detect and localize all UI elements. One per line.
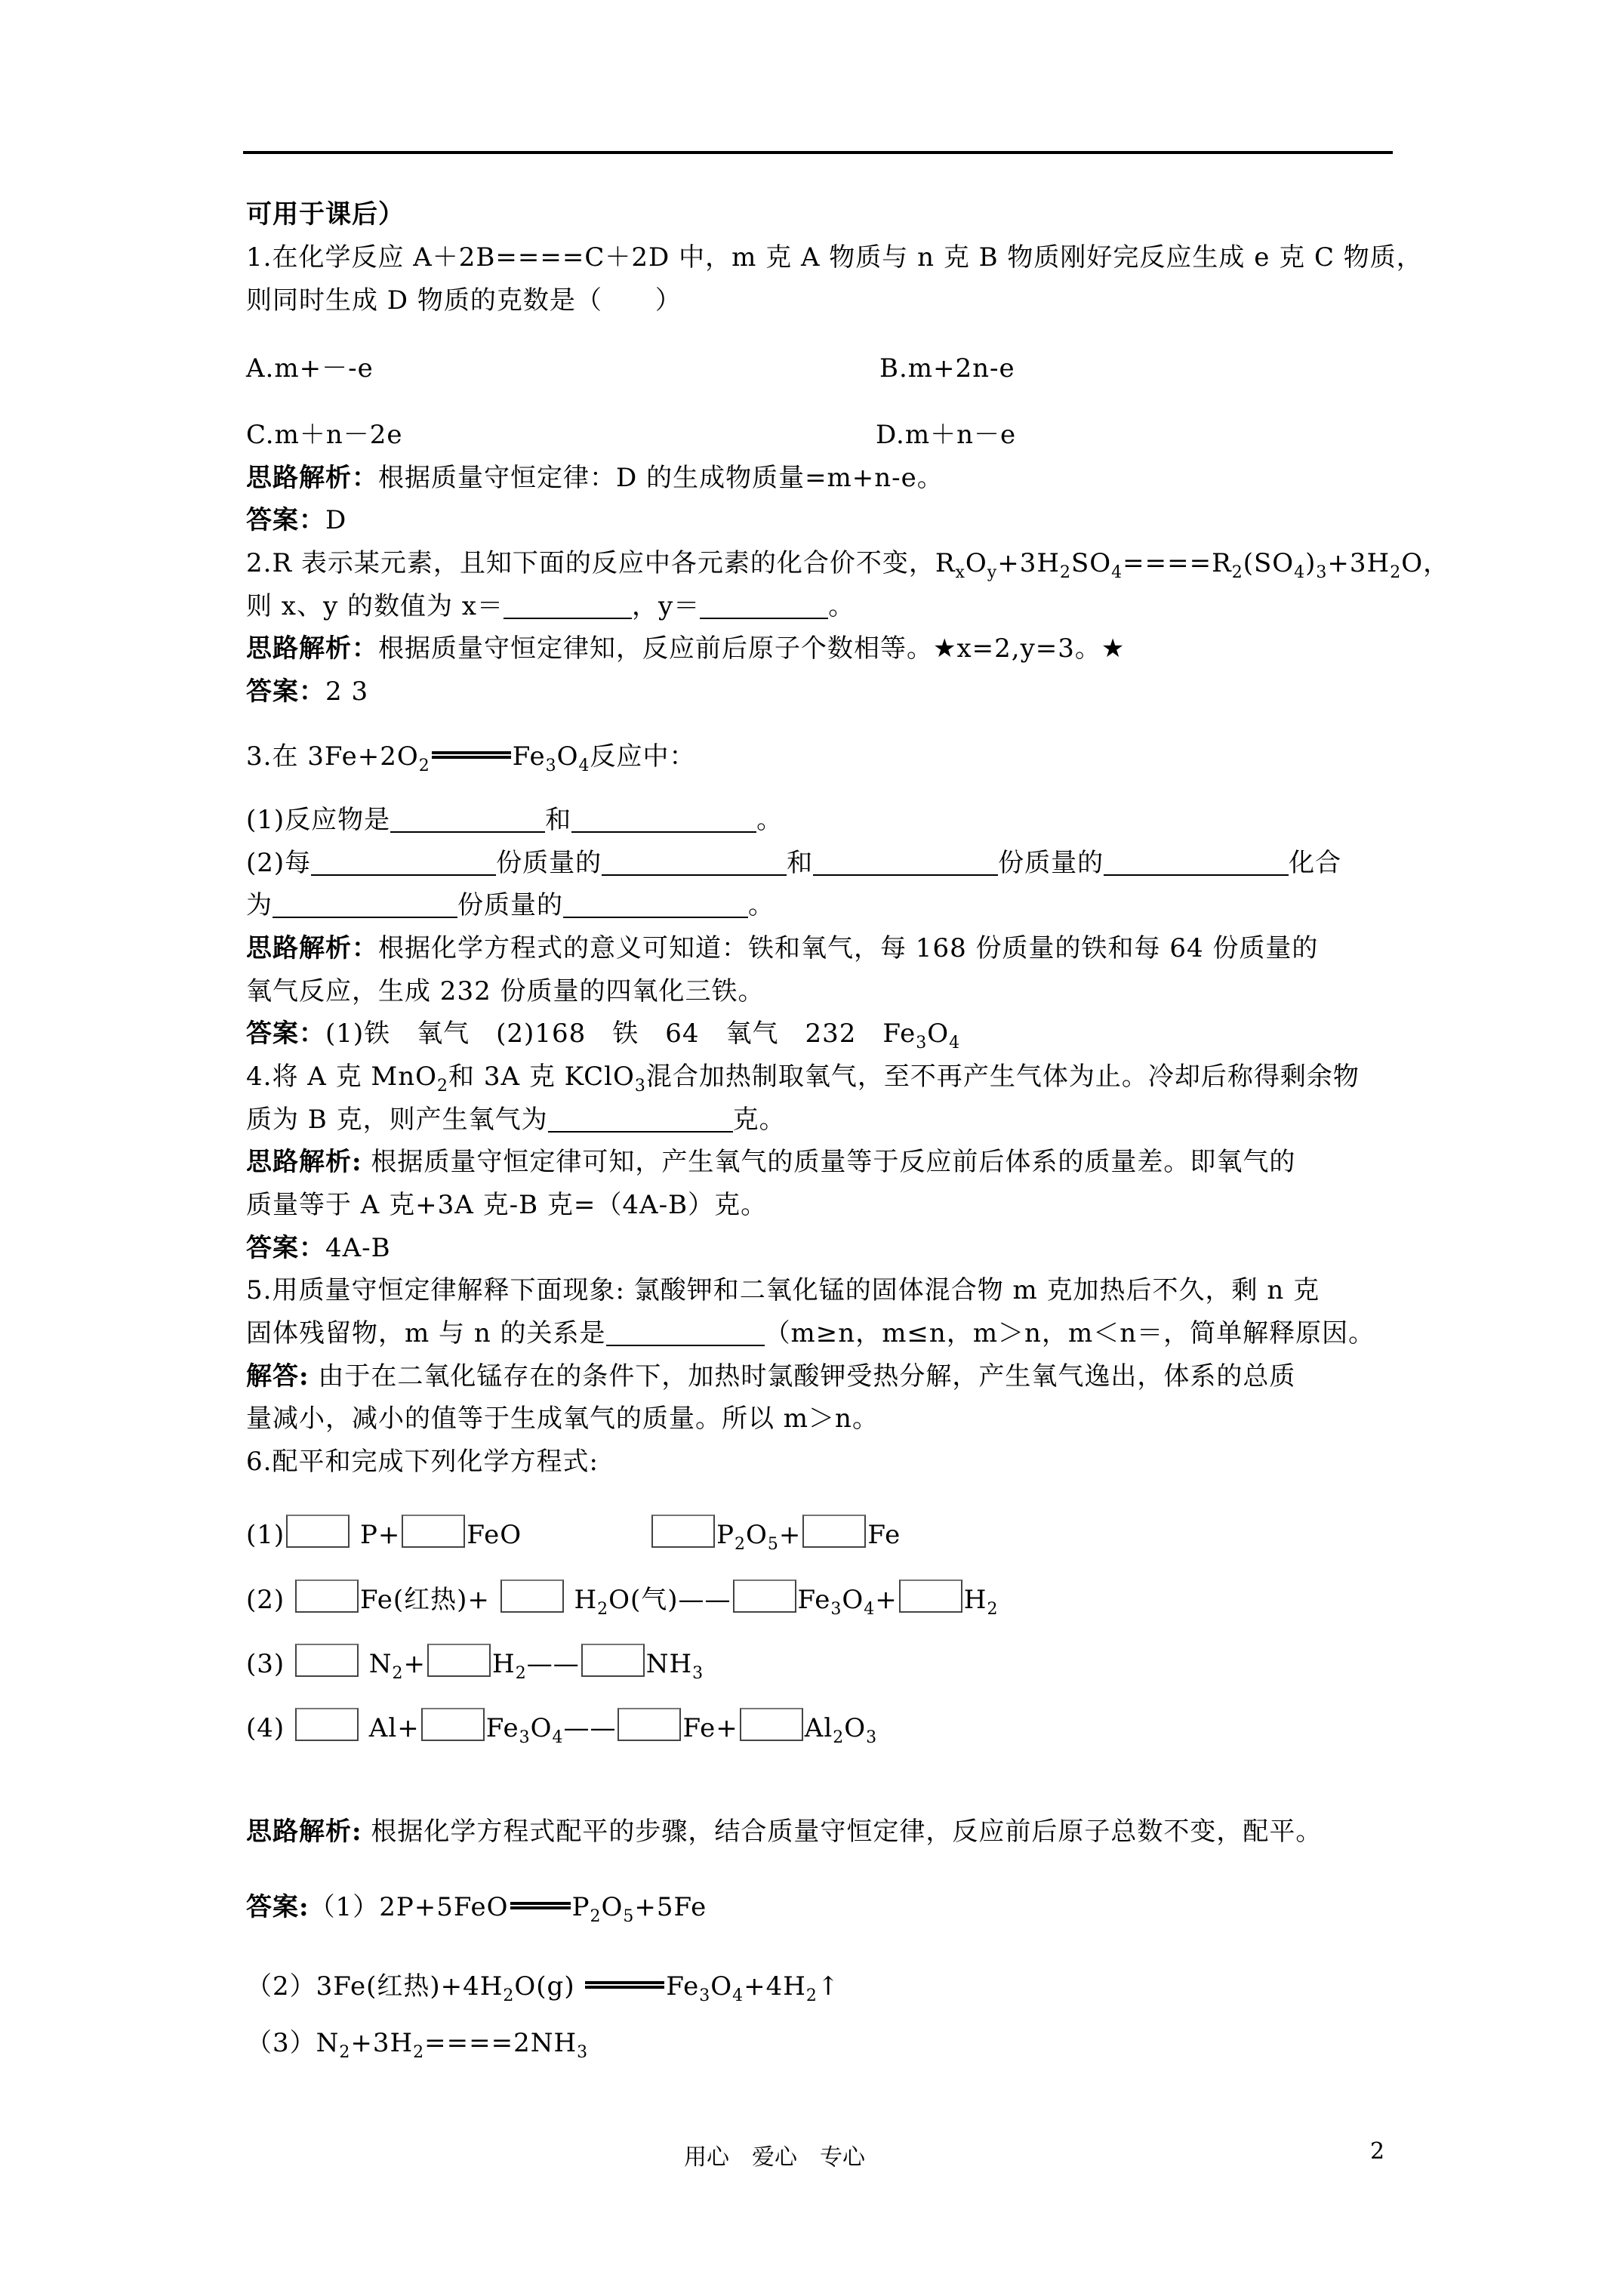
q3-blank-6[interactable] bbox=[563, 891, 748, 918]
q1-answer bbox=[246, 504, 346, 537]
q1-option-a: A.m+－-e bbox=[246, 353, 374, 384]
answer-label: 答案: bbox=[246, 1892, 310, 1922]
q3-analysis bbox=[246, 932, 1318, 965]
q6-answer-2: （2）3Fe(红热)$+4H_2O(g)$ $Fe_3O_4+4H_2↑$ bbox=[246, 1971, 840, 2005]
gas-arrow-icon: ↑ bbox=[817, 1971, 840, 2002]
q5-stem-line2: 固体残留物，m 与 n 的关系是 （m≥n，m≤n，m＞n，m＜n＝，简单解释原因。 bbox=[246, 1318, 1375, 1348]
coefficient-box[interactable] bbox=[295, 1708, 359, 1741]
q1-option-d: D.m＋n－e bbox=[876, 420, 1017, 450]
q5-relation-blank[interactable] bbox=[606, 1319, 765, 1346]
analysis-text: 根据质量守恒定律：D 的生成物质量=m+n-e。 bbox=[378, 463, 944, 493]
q2-analysis bbox=[246, 632, 1125, 665]
coefficient-box[interactable] bbox=[500, 1579, 564, 1613]
q2-stem-line1 bbox=[246, 547, 1449, 580]
q6-equation-3: (3) $N_2+$ $H_2——$ $NH_3$ bbox=[246, 1644, 704, 1681]
coefficient-box[interactable] bbox=[617, 1708, 681, 1741]
star-icon: ★ bbox=[1101, 633, 1126, 664]
analysis-label: 思路解析： bbox=[246, 633, 378, 664]
header-rule bbox=[243, 151, 1393, 154]
q2-stem-line2 bbox=[246, 590, 855, 623]
q1-stem-line2: 则同时生成 D 物质的克数是（ ） bbox=[246, 285, 682, 316]
q1-analysis bbox=[246, 461, 944, 495]
coefficient-box[interactable] bbox=[802, 1515, 866, 1548]
answer-label: 答案： bbox=[246, 1019, 325, 1049]
q4-stem-line2: 质为 B 克，则产生氧气为 克。 bbox=[246, 1105, 786, 1135]
q2-stem-text: 2.R 表示某元素，且知下面的反应中各元素的化合价不变， bbox=[246, 548, 935, 578]
q2-y-label: ，y＝ bbox=[631, 591, 701, 621]
q3-reactant2-blank[interactable] bbox=[571, 806, 756, 833]
q6-answer-1: 答案:（1）2P+5FeO $P_2O_5+5Fe$ bbox=[246, 1892, 707, 1926]
q3-blank-4[interactable] bbox=[1104, 849, 1289, 876]
q2-x-label: 则 x、y 的数值为 x＝ bbox=[246, 591, 504, 621]
q3-stem: 3.在 $3Fe+2O_2$ $Fe_3O_4$反应中： bbox=[246, 741, 696, 775]
q6-equation-4: (4) $Al+ Fe_3O_4——$ $Fe+ Al_2O_3$ bbox=[246, 1708, 877, 1745]
analysis-text: 根据化学方程式配平的步骤，结合质量守恒定律，反应前后原子总数不变，配平。 bbox=[362, 1817, 1323, 1847]
answer-text: (1)铁 氧气 (2)168 铁 64 氧气 232 Fe bbox=[325, 1019, 916, 1049]
q1-option-c: C.m＋n－2e bbox=[246, 420, 403, 450]
q6-equation-2: (2) Fe(红热)+ $H_2O$(气)—— $Fe_3O_4+ H_2$ bbox=[246, 1579, 998, 1616]
coefficient-box[interactable] bbox=[295, 1579, 359, 1613]
q2-equation: $R_xO_y+3H_2SO_4====R_2(SO_4)_3+3H_2O$， bbox=[935, 548, 1450, 582]
reaction-equals-sign bbox=[510, 1902, 571, 1909]
q3-blank-2[interactable] bbox=[602, 849, 787, 876]
coefficient-box[interactable] bbox=[581, 1644, 645, 1677]
q3-reactant1-blank[interactable] bbox=[390, 806, 545, 833]
q2-x-blank[interactable] bbox=[504, 592, 632, 619]
analysis-text: 根据质量守恒定律知，反应前后原子个数相等。 bbox=[378, 633, 933, 664]
q6-answer-3: $(3)N_2+3H_2====2NH_3$ bbox=[246, 2028, 589, 2062]
star-icon: ★ bbox=[933, 633, 957, 664]
q4-answer bbox=[246, 1231, 391, 1265]
q6-title: 6.配平和完成下列化学方程式: bbox=[246, 1447, 599, 1477]
q6-analysis bbox=[246, 1815, 1322, 1848]
q2-y-blank[interactable] bbox=[700, 592, 828, 619]
q3-part1: (1)反应物是 和 。 bbox=[246, 805, 784, 835]
q1-option-b: B.m+2n-e bbox=[879, 353, 1015, 384]
q3-answer: 答案：(1)铁 氧气 (2)168 铁 64 氧气 232 $Fe_3O_4$ bbox=[246, 1019, 961, 1052]
q3-blank-1[interactable] bbox=[311, 849, 496, 876]
answer-text: D bbox=[325, 505, 347, 535]
q3-part2-cont: 为 份质量的 。 bbox=[246, 890, 775, 920]
coefficient-box[interactable] bbox=[402, 1515, 465, 1548]
answer-label: 答案： bbox=[246, 1233, 325, 1263]
q4-analysis bbox=[246, 1145, 1295, 1179]
analysis-text: 根据化学方程式的意义可知道：铁和氧气，每 168 份质量的铁和每 64 份质量的 bbox=[378, 933, 1319, 963]
coefficient-box[interactable] bbox=[740, 1708, 803, 1741]
section-header-fragment: 可用于课后） bbox=[246, 199, 405, 230]
q6-equation-1: (1) P+ FeO $P_2O_5+ Fe$ bbox=[246, 1515, 901, 1552]
answer-label: 答案： bbox=[246, 676, 325, 707]
solution-text: 由于在二氧化锰存在的条件下，加热时氯酸钾受热分解，产生氧气逸出，体系的总质 bbox=[309, 1361, 1296, 1391]
analysis-tail: x=2,y=3。 bbox=[956, 633, 1101, 664]
q3-blank-3[interactable] bbox=[813, 849, 998, 876]
q1-stem-line1: 1.在化学反应 A＋2B====C＋2D 中，m 克 A 物质与 n 克 B 物质刚好完反应生成 e 克 C 物质， bbox=[246, 242, 1423, 273]
q2-answer bbox=[246, 675, 368, 708]
coefficient-box[interactable] bbox=[733, 1579, 796, 1613]
q4-stem-line1: 4.将 A 克 MnO$_2$和 3A 克 KClO$_3$混合加热制取氧气，至不再产生气体为止。冷却后称得剩余物 bbox=[246, 1062, 1360, 1096]
coefficient-box[interactable] bbox=[286, 1515, 350, 1548]
coefficient-box[interactable] bbox=[651, 1515, 715, 1548]
answer-label: 答案： bbox=[246, 505, 325, 535]
coefficient-box[interactable] bbox=[421, 1708, 485, 1741]
q4-oxygen-blank[interactable] bbox=[548, 1105, 733, 1133]
q3-analysis-cont: 氧气反应，生成 232 份质量的四氧化三铁。 bbox=[246, 976, 765, 1006]
q5-solution-cont: 量减小，减小的值等于生成氧气的质量。所以 m＞n。 bbox=[246, 1404, 879, 1434]
solution-label: 解答: bbox=[246, 1361, 310, 1391]
answer-text: 4A-B bbox=[325, 1233, 391, 1263]
answer-text: 2 3 bbox=[325, 676, 369, 707]
analysis-text: 根据质量守恒定律可知，产生氧气的质量等于反应前后体系的质量差。即氧气的 bbox=[362, 1147, 1296, 1177]
coefficient-box[interactable] bbox=[899, 1579, 962, 1613]
reaction-equals-sign bbox=[432, 751, 511, 759]
reaction-equals-sign bbox=[585, 1981, 664, 1989]
analysis-label: 思路解析: bbox=[246, 1147, 362, 1177]
analysis-label: 思路解析： bbox=[246, 933, 378, 963]
coefficient-box[interactable] bbox=[427, 1644, 491, 1677]
q2-period: 。 bbox=[828, 591, 855, 621]
footer-motto: 用心 爱心 专心 bbox=[684, 2144, 865, 2171]
q5-stem-line1: 5.用质量守恒定律解释下面现象: 氯酸钾和二氧化锰的固体混合物 m 克加热后不久，剩 n 克 bbox=[246, 1275, 1320, 1305]
q3-blank-5[interactable] bbox=[273, 891, 457, 918]
q4-analysis-cont: 质量等于 A 克+3A 克-B 克=（4A-B）克。 bbox=[246, 1190, 768, 1220]
analysis-label: 思路解析: bbox=[246, 1817, 362, 1847]
q3-part2: (2)每 份质量的 和 份质量的 化合 bbox=[246, 848, 1342, 878]
q5-solution bbox=[246, 1360, 1295, 1393]
page-number: 2 bbox=[1370, 2138, 1385, 2165]
coefficient-box[interactable] bbox=[295, 1644, 359, 1677]
analysis-label: 思路解析： bbox=[246, 463, 378, 493]
